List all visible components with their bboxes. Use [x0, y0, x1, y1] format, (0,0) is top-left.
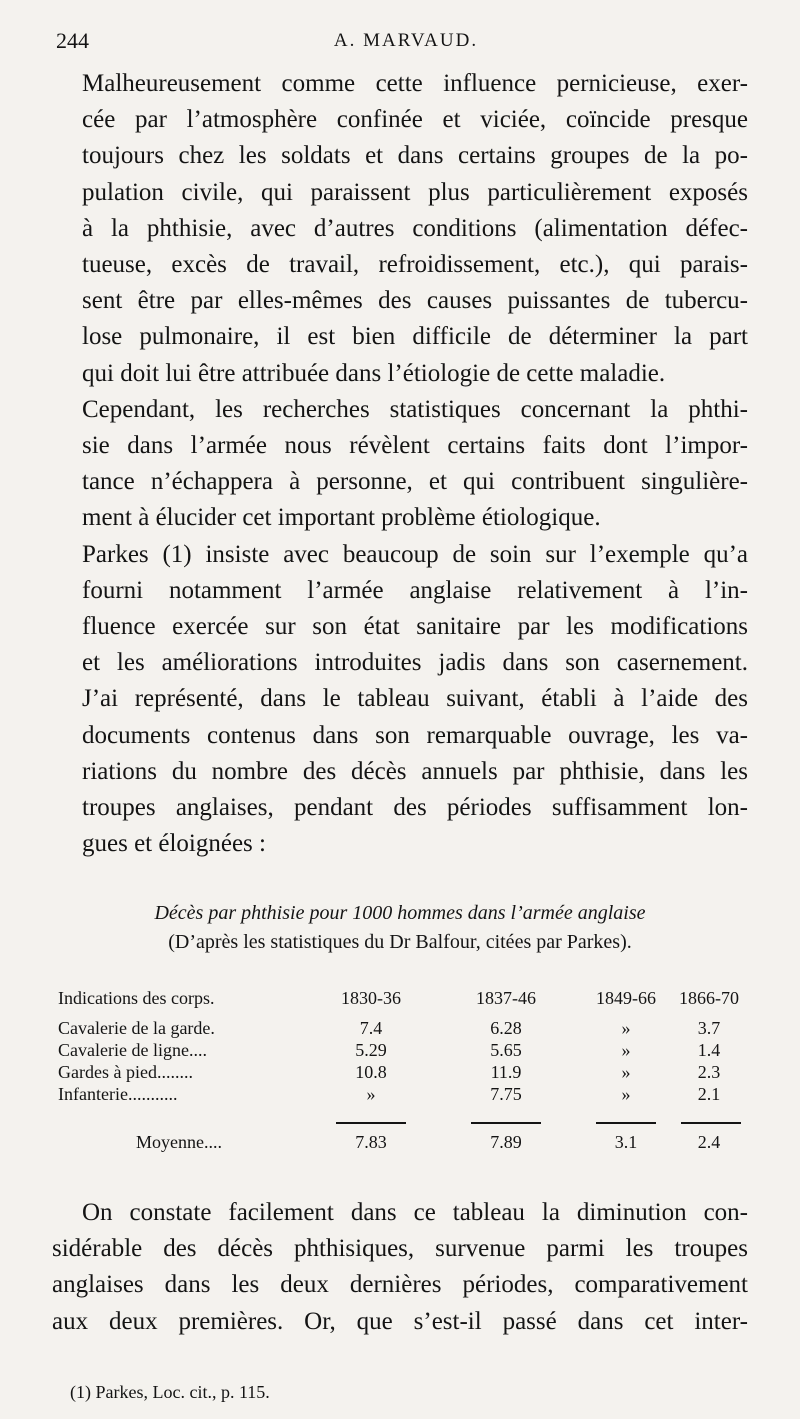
- footnote: (1) Parkes, Loc. cit., p. 115.: [70, 1382, 270, 1402]
- table-cell: 2.4: [697, 1132, 721, 1152]
- table-cell: 3.7: [697, 1018, 721, 1038]
- text-line: et les améliorations introduites jadis dans son casernement.: [82, 649, 748, 677]
- table-cell: 10.8: [355, 1062, 387, 1082]
- text-line: Parkes (1) insiste avec beaucoup de soin sur l’exemple qu’a: [82, 540, 748, 568]
- text-line: sie dans l’armée nous révèlent certains faits dont l’impor-: [82, 432, 748, 460]
- table-cell: Cavalerie de ligne....: [58, 1040, 207, 1060]
- table-row: [56, 1062, 728, 1084]
- text-line: à la phthisie, avec d’autres conditions (alimentation défec-: [82, 214, 748, 242]
- running-head: A. MARVAUD.: [333, 30, 479, 51]
- text-line: sent être par elles-mêmes des causes puissantes de tubercu-: [82, 287, 748, 315]
- column-header: 1849-66: [596, 988, 656, 1008]
- text-line: toujours chez les soldats et dans certains groupes de la po-: [82, 142, 748, 170]
- text-line: Cependant, les recherches statistiques concernant la phthi-: [82, 395, 748, 423]
- text-line: documents contenus dans son remarquable ouvrage, les va-: [82, 721, 748, 749]
- table-cell: 11.9: [490, 1062, 522, 1082]
- table-cell: 7.75: [490, 1084, 522, 1104]
- rule-line: [596, 1122, 656, 1124]
- table-cell: Cavalerie de la garde.: [58, 1018, 215, 1038]
- text-line: tueuse, excès de travail, refroidissement, etc.), qui parais-: [82, 251, 748, 279]
- column-header: 1837-46: [476, 988, 536, 1008]
- table-cell: Gardes à pied........: [58, 1062, 193, 1082]
- column-header: Indications des corps.: [58, 988, 215, 1008]
- text-line: cée par l’atmosphère confinée et viciée, coïncide presque: [82, 106, 748, 134]
- table-cell: 3.1: [614, 1132, 638, 1152]
- mortality-table: [56, 988, 739, 1158]
- column-header: 1866-70: [679, 988, 739, 1008]
- table-cell: »: [366, 1084, 376, 1104]
- total-rules: [56, 1114, 728, 1132]
- table-cell: »: [621, 1084, 631, 1104]
- text-line: fourni notamment l’armée anglaise relativement à l’in-: [82, 576, 748, 604]
- text-line: lose pulmonaire, il est bien difficile de déterminer la part: [82, 323, 748, 351]
- paragraph-3: [52, 537, 748, 863]
- text-line: aux deux premières. Or, que s’est-il passé dans cet inter-: [52, 1307, 748, 1335]
- text-line: gues et éloignées :: [82, 830, 266, 858]
- table-subtitle: (D’après les statistiques du Dr Balfour, citées par Parkes).: [168, 931, 632, 953]
- table-row: [56, 1084, 728, 1106]
- table-row: [56, 1040, 728, 1062]
- text-line: riations du nombre des décès annuels par phthisie, dans les: [82, 757, 748, 785]
- rule-line: [681, 1122, 741, 1124]
- text-line: ment à élucider cet important problème étiologique.: [82, 504, 601, 532]
- text-line: anglaises dans les deux dernières périodes, comparativement: [52, 1271, 748, 1299]
- text-line: qui doit lui être attribuée dans l’étiologie de cette maladie.: [82, 359, 666, 387]
- text-line: sidérable des décès phthisiques, survenue parmi les troupes: [52, 1235, 748, 1263]
- main-text: [52, 66, 748, 862]
- table-cell: 2.3: [697, 1062, 721, 1082]
- table-row: [56, 1018, 728, 1040]
- table-cell: 2.1: [697, 1084, 721, 1104]
- text-line: Malheureusement comme cette influence pernicieuse, exer-: [82, 70, 748, 97]
- table-cell: 6.28: [490, 1018, 522, 1038]
- table-cell: 7.83: [355, 1132, 387, 1152]
- table-cell: 5.65: [490, 1040, 522, 1060]
- rule-line: [336, 1122, 406, 1124]
- paragraph-2: [52, 392, 748, 537]
- paragraph-1: [52, 66, 748, 392]
- text-line: On constate facilement dans ce tableau la diminution con-: [82, 1199, 748, 1226]
- page-header: [56, 28, 756, 62]
- paragraph-4: [52, 1195, 748, 1340]
- table-cell: 7.89: [490, 1132, 522, 1152]
- rule-line: [471, 1122, 541, 1124]
- text-line: J’ai représenté, dans le tableau suivant, établi à l’aide des: [82, 685, 748, 713]
- table-cell: »: [621, 1018, 631, 1038]
- table-cell: 7.4: [359, 1018, 383, 1038]
- page-number: 244: [56, 28, 89, 53]
- table-cell: 1.4: [697, 1040, 721, 1060]
- table-caption: [52, 902, 748, 954]
- table-title: Décès par phthisie pour 1000 hommes dans l’armée anglaise: [154, 902, 646, 924]
- text-line: troupes anglaises, pendant des périodes suffisamment lon-: [82, 794, 748, 822]
- table-cell: »: [621, 1062, 631, 1082]
- table-header-row: [56, 988, 739, 1018]
- text-line: fluence exercée sur son état sanitaire par les modifications: [82, 613, 748, 641]
- table-cell: »: [621, 1040, 631, 1060]
- column-header: 1830-36: [341, 988, 401, 1008]
- table-cell: Infanterie...........: [58, 1084, 178, 1104]
- text-line: pulation civile, qui paraissent plus particulièrement exposés: [82, 178, 748, 206]
- table-mean-row: [56, 1132, 728, 1158]
- text-line: tance n’échappera à personne, et qui contribuent singulière-: [82, 468, 748, 496]
- table-cell: 5.29: [355, 1040, 387, 1060]
- table-cell: Moyenne....: [136, 1132, 222, 1152]
